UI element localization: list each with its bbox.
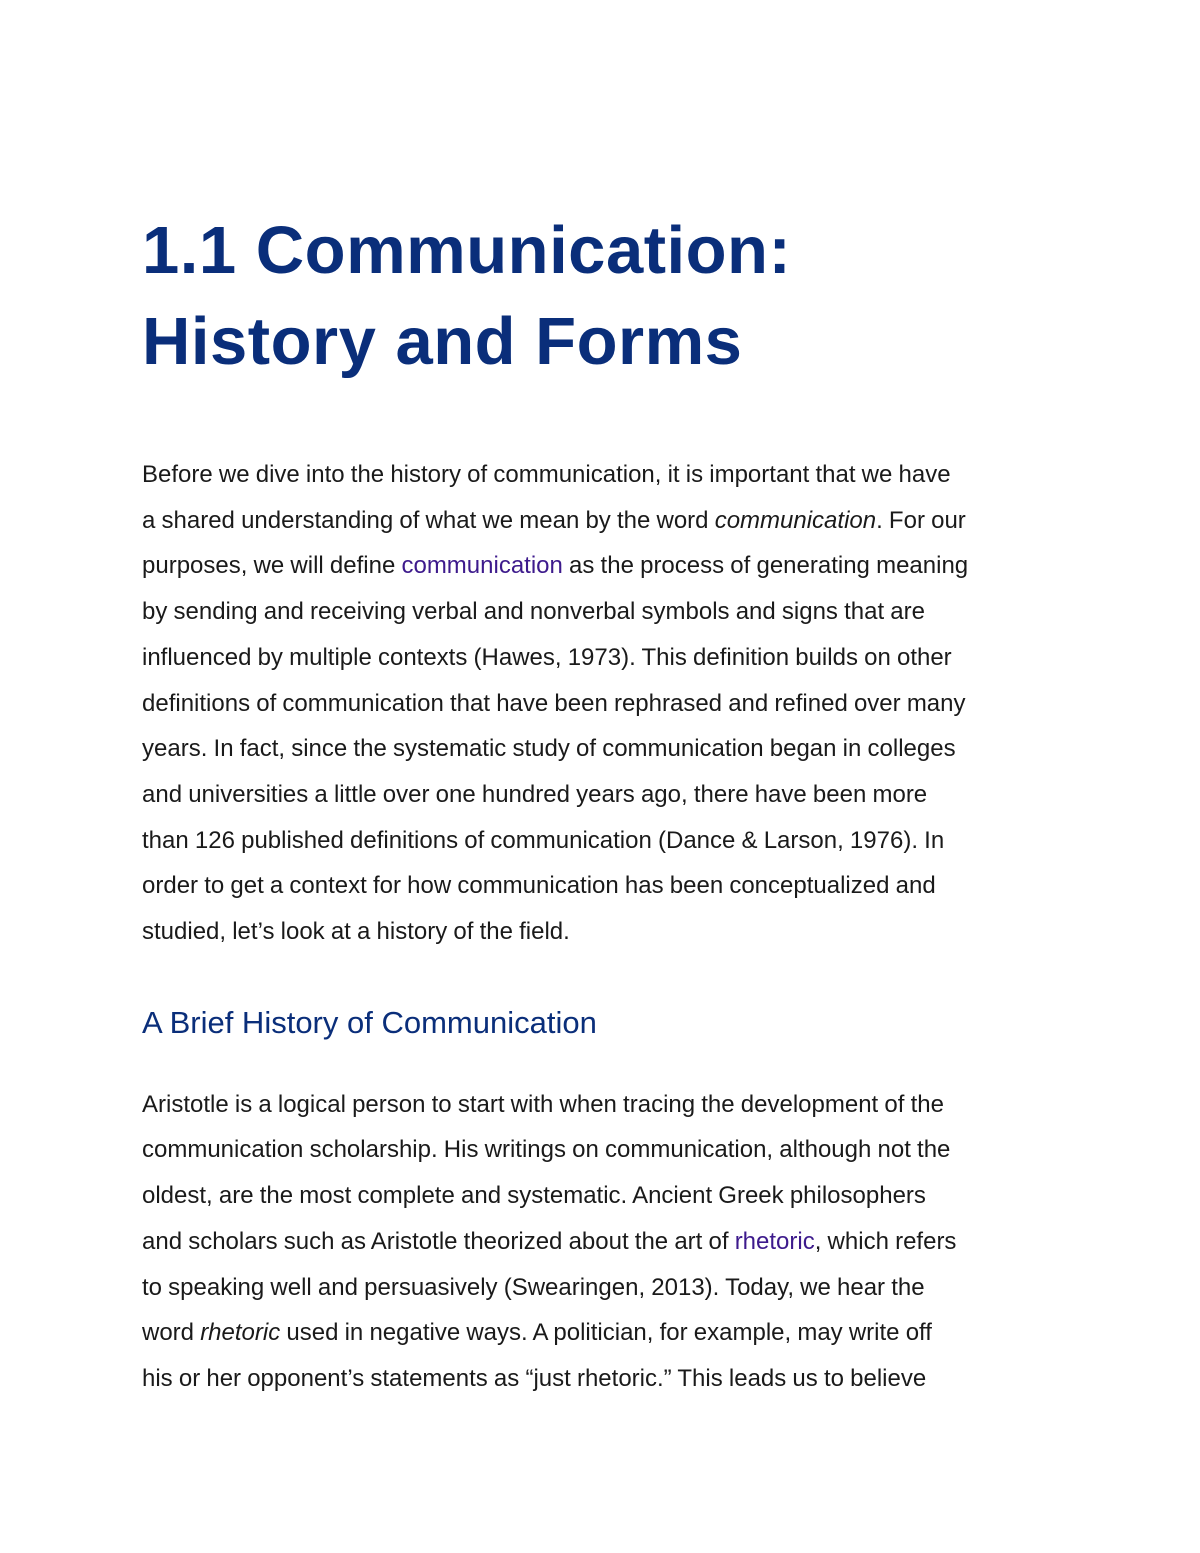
text-line: order to get a context for how communication has been conceptualized and [142,872,936,900]
text-line: communication scholarship. His writings on communication, although not the [142,1136,951,1164]
text-line [142,543,1072,589]
text-span: used in negative ways. A politician, for example, may write off [280,1319,932,1347]
text-line [142,1310,1072,1356]
emphasis-rhetoric: rhetoric [200,1319,281,1347]
text-line: influenced by multiple contexts (Hawes, 1973). This definition builds on other [142,643,952,671]
text-line: to speaking well and persuasively (Swearingen, 2013). Today, we hear the [142,1273,925,1301]
text-span: word [142,1319,201,1347]
link-rhetoric[interactable]: rhetoric [734,1227,815,1255]
text-span: and scholars such as Aristotle theorized about the art of [142,1227,735,1255]
text-line: Before we dive into the history of communication, it is important that we have [142,461,951,488]
emphasis-communication: communication [714,506,877,534]
text-span: . For our [876,506,966,534]
text-line: and universities a little over one hundred years ago, there have been more [142,780,928,808]
document-page [142,205,1072,1402]
section-heading: A Brief History of Communication [142,1004,597,1040]
link-communication[interactable]: communication [401,552,563,580]
text-line [142,1219,1072,1265]
page-title-line: 1.1 Communication: [142,213,792,288]
text-line: definitions of communication that have been rephrased and refined over many [142,689,966,717]
page-title [142,205,1072,387]
text-line: oldest, are the most complete and systematic. Ancient Greek philosophers [142,1182,926,1210]
text-line: studied, let’s look at a history of the field. [142,918,570,946]
text-line [142,498,1072,544]
text-span: purposes, we will define [142,552,402,580]
text-line: his or her opponent’s statements as “just rhetoric.” This leads us to believe [142,1364,927,1392]
text-line: by sending and receiving verbal and nonverbal symbols and signs that are [142,598,925,626]
text-span: , which refers [814,1227,957,1255]
text-span: a shared understanding of what we mean by the word [142,506,715,534]
intro-paragraph [142,452,1072,955]
text-span: as the process of generating meaning [562,552,969,580]
page-title-line: History and Forms [142,304,743,379]
text-line: Aristotle is a logical person to start with when tracing the development of the [142,1090,944,1118]
history-paragraph [142,1082,1072,1402]
text-line: than 126 published definitions of communication (Dance & Larson, 1976). In [142,826,945,854]
text-line: years. In fact, since the systematic study of communication began in colleges [142,735,956,763]
